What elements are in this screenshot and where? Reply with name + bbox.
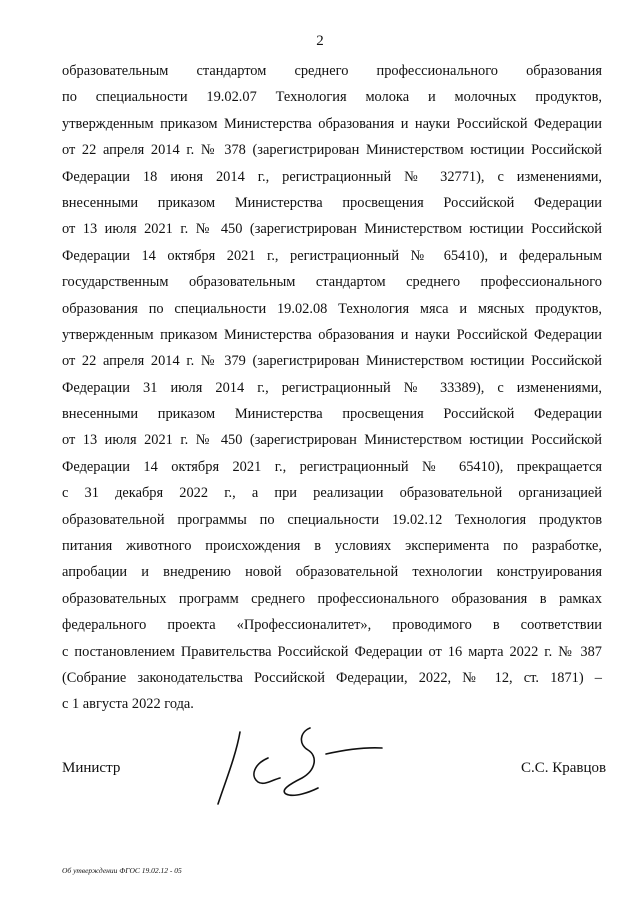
text-line: Федерации 31 июля 2014 г., регистрационный № 33389), с изменениями,	[62, 379, 602, 396]
minister-title: Министр	[62, 760, 121, 776]
text-line: образовательным стандартом среднего профессионального образования	[62, 63, 602, 79]
text-line: образовательной программы по специальности 19.02.12 Технология продуктов	[62, 511, 602, 528]
text-line: утвержденным приказом Министерства образования и науки Российской Федерации	[62, 326, 602, 343]
text-line: от 13 июля 2021 г. № 450 (зарегистрирован Министерством юстиции Российской	[62, 221, 602, 238]
text-line: от 13 июля 2021 г. № 450 (зарегистрирован Министерством юстиции Российской	[62, 432, 602, 449]
text-line: Федерации 14 октября 2021 г., регистрационный № 65410), и федеральным	[62, 247, 602, 264]
text-line: федерального проекта «Профессионалитет», проводимого в соответствии	[62, 617, 602, 634]
text-line: образования по специальности 19.02.08 Технология мяса и мясных продуктов,	[62, 300, 602, 317]
text-line: от 22 апреля 2014 г. № 378 (зарегистрирован Министерством юстиции Российской	[62, 142, 602, 159]
text-line: внесенными приказом Министерства просвещения Российской Федерации	[62, 194, 602, 211]
text-line: с постановлением Правительства Российской Федерации от 16 марта 2022 г. № 387	[62, 643, 602, 660]
text-line: апробации и внедрению новой образовательной технологии конструирования	[62, 564, 602, 581]
text-line: Федерации 14 октября 2021 г., регистрационный № 65410), прекращается	[62, 458, 602, 475]
body-text	[62, 58, 602, 718]
text-line: Федерации 18 июня 2014 г., регистрационный № 32771), с изменениями,	[62, 168, 602, 185]
handwritten-signature	[214, 720, 394, 810]
text-line: внесенными приказом Министерства просвещения Российской Федерации	[62, 406, 602, 423]
text-line: с 31 декабря 2022 г., а при реализации образовательной организацией	[62, 485, 602, 502]
text-line: по специальности 19.02.07 Технология молока и молочных продуктов,	[62, 89, 602, 106]
text-line: (Собрание законодательства Российской Федерации, 2022, № 12, ст. 1871) –	[62, 669, 602, 686]
text-line: образовательных программ среднего профессионального образования в рамках	[62, 590, 602, 607]
text-line: питания животного происхождения в условиях эксперимента по разработке,	[62, 538, 602, 555]
text-line: государственным образовательным стандартом среднего профессионального	[62, 274, 602, 291]
minister-name: С.С. Кравцов	[521, 760, 607, 776]
document-footer-code: Об утверждении ФГОС 19.02.12 - 05	[62, 866, 182, 875]
text-line: утвержденным приказом Министерства образования и науки Российской Федерации	[62, 115, 602, 132]
page-number: 2	[316, 33, 324, 49]
text-line: от 22 апреля 2014 г. № 379 (зарегистрирован Министерством юстиции Российской	[62, 353, 602, 370]
text-line: с 1 августа 2022 года.	[62, 696, 194, 713]
